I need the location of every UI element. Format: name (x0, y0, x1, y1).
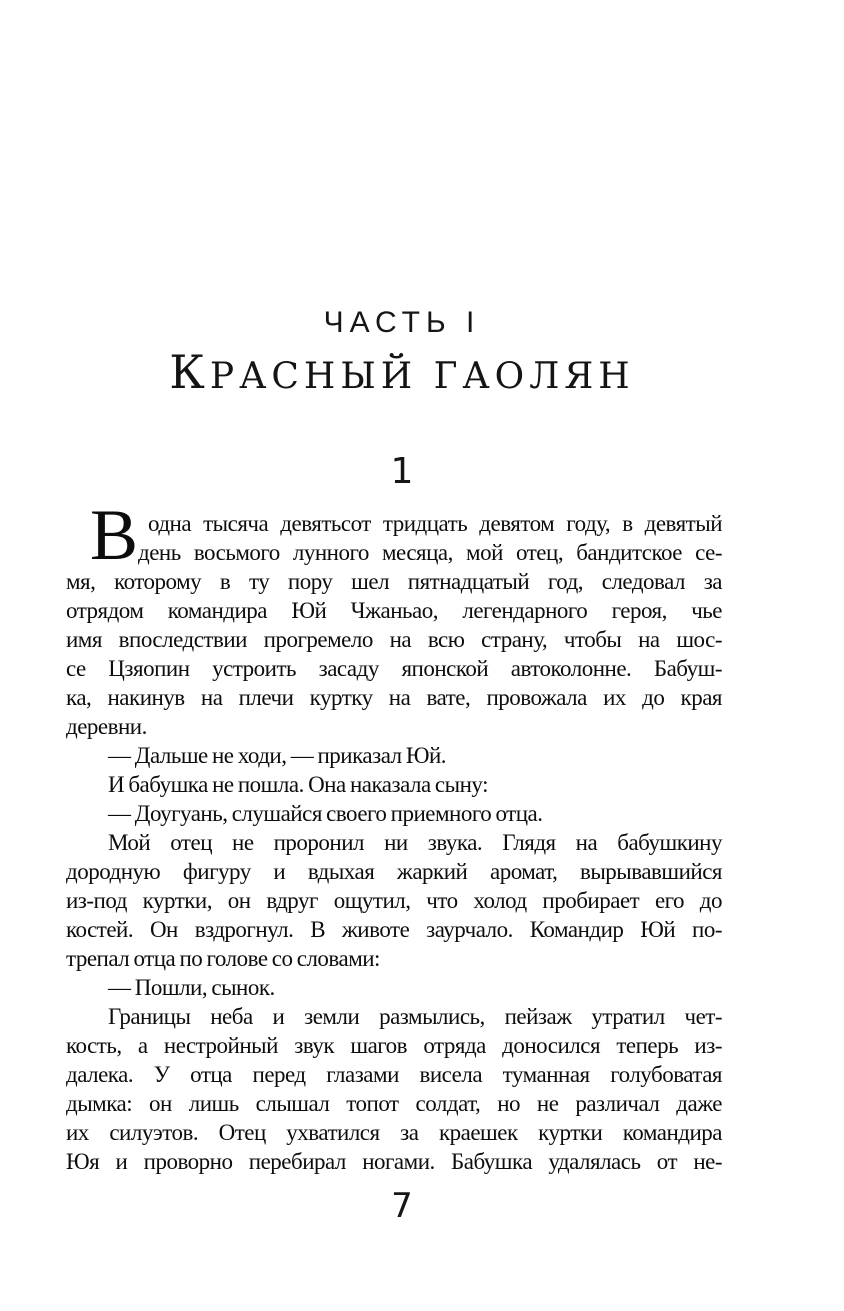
text-line: — Доугуань, слушайся своего приемного отца. (108, 801, 543, 826)
text-line: кость, а нестройный звук шагов отряда доносился теперь из- (66, 1033, 722, 1058)
text-line: деревни. (66, 714, 147, 739)
text-line: их силуэтов. Отец ухватился за краешек куртки командира (66, 1120, 722, 1145)
part-heading: ЧАСТЬ I (323, 306, 481, 339)
text-line: ка, накинув на плечи куртку на вате, провожала их до края (66, 685, 722, 710)
paragraph (66, 799, 722, 828)
text-line: се Цзяопин устроить засаду японской автоколонне. Бабуш- (66, 656, 722, 681)
text-line: Юя и проворно перебирал ногами. Бабушка удалялась от не- (66, 1149, 722, 1174)
paragraph (66, 1002, 722, 1176)
paragraph (66, 973, 722, 1002)
text-line: одна тысяча девятьсот тридцать девятом году, в девятый (148, 511, 722, 536)
chapter-number: 1 (390, 451, 414, 492)
text-line: Границы неба и земли размылись, пейзаж утратил чет- (108, 1004, 722, 1029)
page-number: 7 (391, 1186, 413, 1226)
paragraph (66, 741, 722, 770)
paragraph (66, 828, 722, 973)
paragraph (66, 495, 722, 741)
text-line: — Пошли, сынок. (108, 975, 275, 1000)
drop-cap: В (90, 495, 138, 575)
text-line: трепал отца по голове со словами: (66, 946, 380, 971)
text-line: мя, которому в ту пору шел пятнадцатый год, следовал за (66, 569, 722, 594)
text-line: дородную фигуру и вдыхая жаркий аромат, вырывавшийся (66, 859, 722, 884)
text-line: далека. У отца перед глазами висела туманная голубоватая (66, 1062, 722, 1087)
body-text (66, 495, 722, 1176)
book-title: КРАСНЫЙ ГАОЛЯН (169, 345, 635, 399)
text-line: И бабушка не пошла. Она наказала сыну: (108, 772, 488, 797)
text-line: день восьмого лунного месяца, мой отец, бандитское се- (138, 540, 722, 565)
text-line: костей. Он вздрогнул. В животе заурчало. Командир Юй по- (66, 917, 722, 942)
text-line: дымка: он лишь слышал топот солдат, но не различал даже (66, 1091, 722, 1116)
text-line: имя впоследствии прогремело на всю страну, чтобы на шос- (66, 627, 722, 652)
text-line: — Дальше не ходи, — приказал Юй. (108, 743, 447, 768)
paragraph (66, 770, 722, 799)
text-line: отрядом командира Юй Чжаньао, легендарного героя, чье (66, 598, 722, 623)
text-line: из-под куртки, он вдруг ощутил, что холод пробирает его до (66, 888, 722, 913)
text-line: Мой отец не проронил ни звука. Глядя на бабушкину (108, 830, 722, 855)
